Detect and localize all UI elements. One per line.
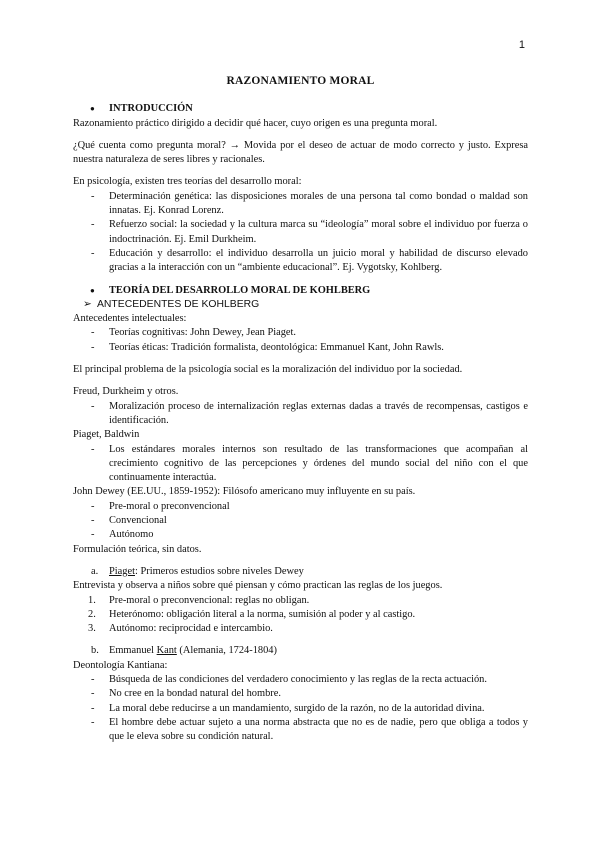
piaget-list (73, 443, 528, 486)
paragraph: Deontología Kantiana: (73, 659, 168, 671)
paragraph: Antecedentes intelectuales: (73, 313, 187, 325)
list-item: - No cree en la bondad natural del hombre. (73, 687, 528, 701)
paragraph: El principal problema de la psicología social es la moralización del individuo por la sociedad. (73, 364, 463, 376)
paragraph: Piaget, Baldwin (73, 429, 140, 441)
list-item: - Los estándares morales internos son resultado de las transformaciones que acompañan al crecimiento cognitivo de las percepciones y órdenes del mundo social del niño con el que continuamente interactúa. (73, 443, 528, 486)
list-item: - Teorías cognitivas: John Dewey, Jean Piaget. (73, 326, 528, 340)
list-item: - Moralización proceso de internalización reglas externas dadas a través de recompensas, castigos e identificación. (73, 400, 528, 429)
list-item: - El hombre debe actuar sujeto a una norma abstracta que no es de nadie, pero que obliga a todos y que le eleva sobre su condición natural. (73, 716, 528, 745)
paragraph: Razonamiento práctico dirigido a decidir qué hacer, cuyo origen es una pregunta moral. (73, 117, 438, 129)
kant-list (73, 673, 528, 744)
list-item: - Teorías éticas: Tradición formalista, deontológica: Emmanuel Kant, John Rawls. (73, 341, 528, 355)
paragraph: Formulación teórica, sin datos. (73, 543, 202, 555)
page-number: 1 (518, 39, 525, 51)
section-heading-kohlberg: ● TEORÍA DEL DESARROLLO MORAL DE KOHLBERG (73, 284, 528, 298)
list-item: - La moral debe reducirse a un mandamiento, surgido de la razón, no de la autoridad divina. (73, 702, 528, 716)
lettered-item-a: a. Piaget: Primeros estudios sobre niveles Dewey (91, 565, 304, 577)
subsection-heading: ➢ ANTECEDENTES DE KOHLBERG (73, 298, 528, 312)
freud-list (73, 400, 528, 429)
list-item: - Convencional (73, 514, 528, 528)
list-item: - Autónomo (73, 528, 528, 542)
paragraph: John Dewey (EE.UU., 1859-1952): Filósofo americano muy influyente en su país. (73, 486, 416, 498)
paragraph: Freud, Durkheim y otros. (73, 386, 179, 398)
theories-list (73, 190, 528, 276)
section-heading-intro: ● INTRODUCCIÓN (73, 102, 528, 116)
piaget-levels-list (73, 594, 528, 637)
dewey-list (73, 500, 528, 543)
page-title: RAZONAMIENTO MORAL (226, 75, 375, 87)
list-item: - Búsqueda de las condiciones del verdadero conocimiento y las reglas de la recta actuación. (73, 673, 528, 687)
paragraph: ¿Qué cuenta como pregunta moral? → Movida por el deseo de actuar de modo correcto y justo. Expresa nuestra naturaleza de seres libres y racionales. (73, 139, 528, 166)
paragraph: Entrevista y observa a niños sobre qué piensan y cómo practican las reglas de los juegos. (73, 580, 443, 592)
list-item: 2. Heterónomo: obligación literal a la norma, sumisión al poder y al castigo. (88, 608, 416, 620)
antecedentes-list (73, 326, 528, 355)
lettered-item-b: b. Emmanuel Kant (Alemania, 1724-1804) (91, 645, 277, 657)
paragraph: En psicología, existen tres teorías del desarrollo moral: (73, 176, 302, 188)
document-body (73, 74, 528, 744)
arrow-bullet-icon: ➢ (83, 298, 92, 310)
list-item: - Determinación genética: las disposiciones morales de una persona tal como bondad o maldad son innatas. Ej. Konrad Lorenz. (73, 190, 528, 219)
list-item: 3. Autónomo: reciprocidad e intercambio. (88, 623, 273, 635)
list-item: 1. Pre-moral o preconvencional: reglas no obligan. (88, 594, 310, 606)
list-item: - Refuerzo social: la sociedad y la cultura marca su “ideología” moral sobre el individuo por fuerza o indoctrinación. Ej. Emil Durkheim. (73, 218, 528, 247)
list-item: - Educación y desarrollo: el individuo desarrolla un juicio moral y habilidad de discurso elevado gracias a la interacción con un “ambiente educacional”. Ej. Vygotsky, Kohlberg. (73, 247, 528, 276)
list-item: - Pre-moral o preconvencional (73, 500, 528, 514)
